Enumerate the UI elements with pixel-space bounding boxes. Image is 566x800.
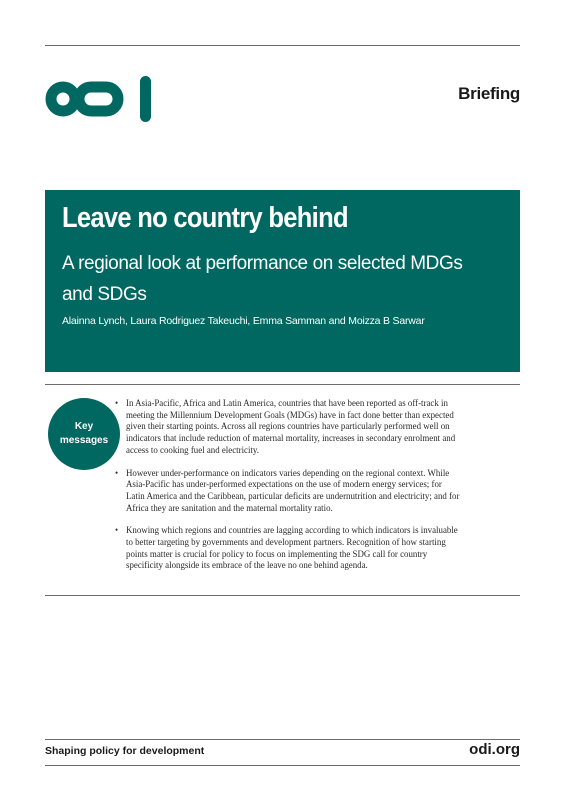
footer-bottom-rule [45, 765, 520, 766]
key-message-item: • In Asia-Pacific, Africa and Latin America, countries that have been reported as off-track in meeting the Millennium Development Goals (MDGs) have in fact done better than expected given their starting points. Across all regions countries have particularly performed well on indicators that include reduction of maternal mortality, increases in secondary enrolment and access to cooking fuel and electricity. [115, 398, 460, 457]
key-message-item: • However under-performance on indicators varies depending on the regional context. While Asia-Pacific has under-performed expectations on the use of modern energy services; for Latin America and the Caribbean, particular deficits are undernutrition and electricity; and for Africa they are sanitation and the maternal mortality ratio. [115, 468, 460, 515]
footer-tagline: Shaping policy for development [45, 745, 205, 757]
document-type-label: Briefing [458, 84, 520, 103]
document-subtitle: A regional look at performance on selected MDGs and SDGs [62, 253, 463, 305]
document-title: Leave no country behind [62, 202, 348, 234]
odi-logo [45, 74, 157, 127]
footer-rule [45, 739, 520, 740]
authors: Alainna Lynch, Laura Rodriguez Takeuchi, Emma Samman and Moizza B Sarwar [62, 315, 425, 327]
key-messages-top-rule [45, 384, 520, 385]
top-rule [45, 45, 520, 46]
title-banner [45, 190, 520, 372]
key-message-item: • Knowing which regions and countries are lagging according to which indicators is invaluable to better targeting by governments and development partners. Recognition of how starting points matter is crucial for policy to focus on implementing the SDG call for country specificity alongside its embrace of the leave no one behind agenda. [115, 525, 460, 572]
key-messages-bottom-rule [45, 595, 520, 596]
key-messages-list [115, 398, 460, 583]
footer-url[interactable]: odi.org [469, 741, 520, 758]
key-messages-badge [48, 398, 120, 470]
key-messages-badge-label: Key messages [59, 421, 109, 446]
